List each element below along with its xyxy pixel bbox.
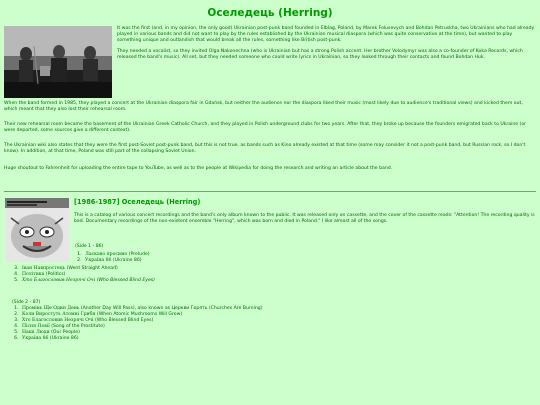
track-title-cyrillic: Україна 86 bbox=[85, 258, 112, 264]
side-1-tracks-b bbox=[8, 266, 320, 284]
track-title-english: (Who Blessed Blind Eyes) bbox=[94, 318, 154, 324]
track-title-cyrillic: Хто Благословив Незрячі Очі bbox=[22, 278, 96, 284]
track-title-english: (Our People) bbox=[51, 330, 80, 336]
side-1-tracklist bbox=[71, 244, 371, 250]
track-title-cyrillic: Україна 86 bbox=[22, 336, 49, 342]
side-2-tracks bbox=[8, 306, 408, 342]
track-title-cyrillic: Коли Виростуть Атомні Гриби bbox=[22, 312, 96, 318]
track-title-english: (Who Blessed Blind Eyes) bbox=[96, 278, 155, 284]
side-1-tracks-a bbox=[71, 252, 150, 264]
track-item bbox=[83, 258, 150, 264]
album-description: This is a catalog of various concert recordings and the band's only album known to the public. It was released only on cassette, and the cover of the cassette reads: "Attention! The recording quality is bad. Documentary recordings of the non-existent ensemble "Herring", which was born and died in Poland." I like almost all of the songs. bbox=[74, 213, 535, 225]
track-item bbox=[20, 278, 320, 284]
track-title-english: (Another Day Will Pass), also known as Церкви Горять (Churches Are Burning) bbox=[80, 306, 263, 312]
track-title-cyrillic: Наші Люди bbox=[22, 330, 50, 336]
track-title-cyrillic: Іван Навпростець bbox=[22, 266, 66, 271]
track-title-english: (Politics) bbox=[45, 272, 66, 278]
side-2-tracklist bbox=[8, 300, 408, 342]
body-paragraph: The Ukrainian wiki also states that they were the first post-Soviet post-punk band, but this is not true, as bands such as Kino already existed at that time (some may consider it not a post-punk band, but Russian rock, so I don't know). In addition, at that time, Poland was still part of the collapsing Soviet Union. bbox=[4, 143, 526, 155]
intro-text bbox=[117, 26, 535, 66]
side-1-heading: (Side 1 - 86) bbox=[75, 244, 104, 249]
track-title-english: (Went Straight Ahead) bbox=[66, 266, 118, 271]
track-title-cyrillic: Промінь Ще Один День bbox=[22, 306, 80, 312]
body-paragraph: Their new rehearsal room became the basement of the Ukrainian Greek Catholic Church, and they played in Polish underground clubs for two years. After that, they broke up because the founders emigrated back to Ukraine (or were deported, some sources give a different context). bbox=[4, 122, 527, 134]
track-title-english: (Ukraine 86) bbox=[49, 336, 79, 342]
cassette-cover-image bbox=[5, 198, 69, 262]
side-2-heading: (Side 2 - 87) bbox=[12, 300, 41, 305]
intro-paragraph: They needed a vocalist, so they invited Olga Nakonechna (who is Ukrainian but has a strong Polish accent. Her brother Volodymyr was also a co-founder of Koka Records, which released the band's music). All set, but they needed someone who could write lyrics in Ukrainian, so they looked through their contacts and found Bohdan Huk. bbox=[117, 49, 523, 61]
track-title-cyrillic: Ласкаво просимо bbox=[85, 252, 128, 257]
section-divider bbox=[4, 191, 536, 192]
body-paragraph: Huge shoutout to Fahrenheit for uploading the entire tape to YouTube, as well as to the people at Wikipedia for doing the research and writing an article about the band. bbox=[4, 166, 393, 171]
page-title: Оселедець (Herring) bbox=[207, 7, 333, 19]
track-title-cyrillic: Пісня Повії bbox=[22, 324, 50, 330]
body-paragraph: When the band formed in 1985, they played a concert at the Ukrainian diaspora fair in Gdańsk, but neither the audience nor the diaspora liked their music (most likely due to audience's traditional views) and kicked them out, which meant that they also lost their rehearsal room. bbox=[4, 101, 523, 113]
track-title-english: (Prelude) bbox=[128, 252, 150, 257]
track-title-english: (Ukraine 86) bbox=[112, 258, 142, 264]
track-item bbox=[20, 336, 408, 342]
band-concert-photo bbox=[4, 26, 112, 98]
track-title-english: (When Atomic Mushrooms Will Grow) bbox=[96, 312, 183, 318]
track-title-english: (Song of the Prostitute) bbox=[51, 324, 105, 330]
album-title: [1986-1987] Оселедець (Herring) bbox=[74, 198, 201, 206]
intro-paragraph: It was the first (and, in my opinion, the only good) Ukrainian post-punk band founded in Elblag, Poland, by Marek Folusevych and Bohdan Petruskha, two Ukrainians who had already played in various bands and did not want to play by the rules established by the Ukrainian musical diaspora (which was quite conservative at the time), but wanted to play something unique and outlandish that would break all the rules, something like British post-punk. bbox=[117, 26, 535, 44]
track-title-cyrillic: Політика bbox=[22, 272, 45, 278]
track-title-cyrillic: Хто Благословив Незрячі Очі bbox=[22, 318, 94, 324]
